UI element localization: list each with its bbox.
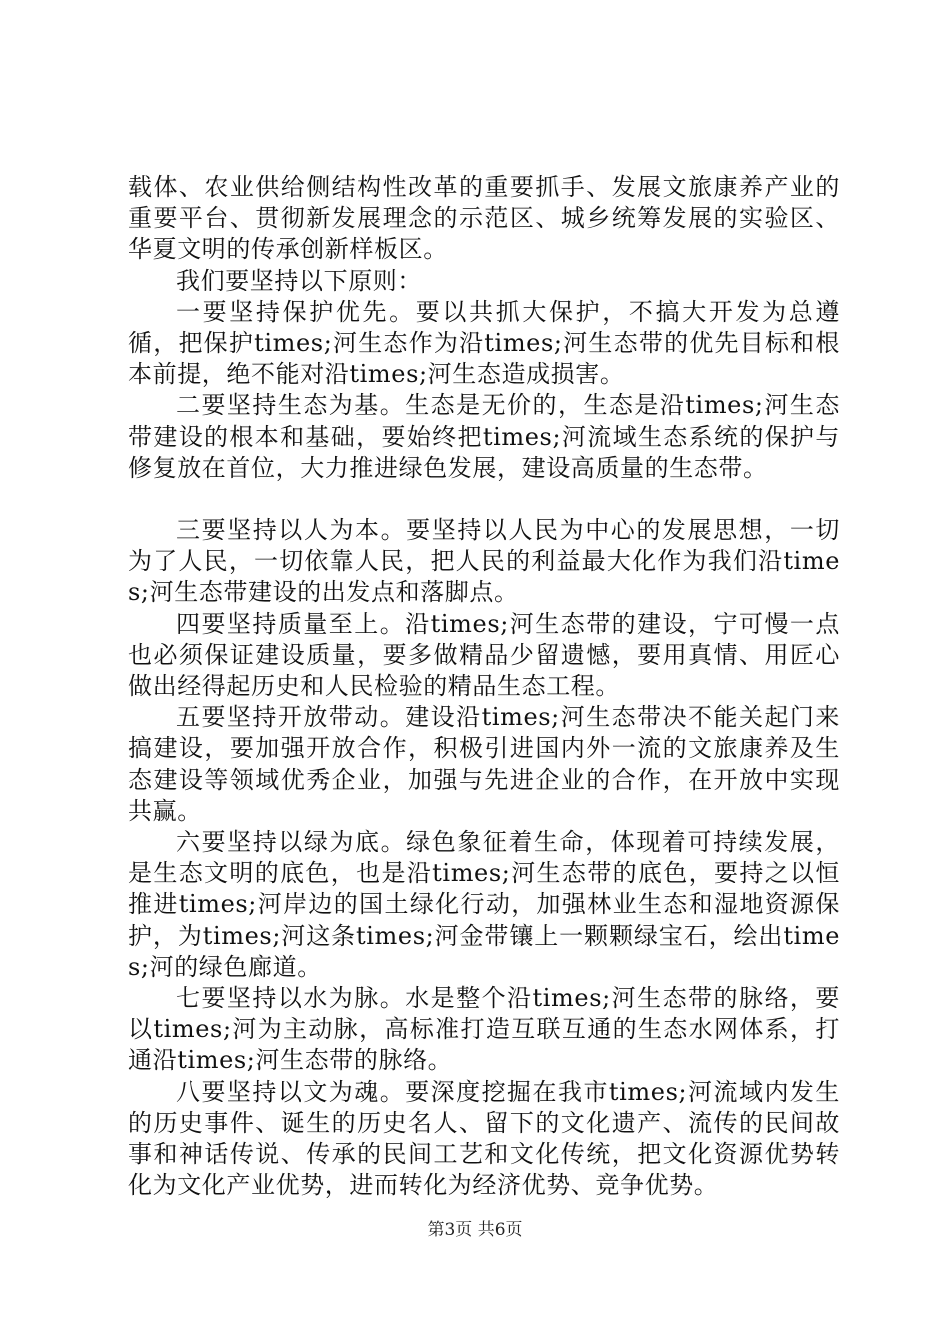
paragraph-carrier-summary: 载体、农业供给侧结构性改革的重要抓手、发展文旅康养产业的重要平台、贯彻新发展理念的示范区、城乡统筹发展的实验区、华夏文明的传承创新样板区。 (128, 173, 840, 264)
paragraph-principle-6: 六要坚持以绿为底。绿色象征着生命，体现着可持续发展，是生态文明的底色，也是沿times;河生态带的底色，要持之以恒推进times;河岸边的国土绿化行动，加强林业生态和湿地资源保护，为times;河这条times;河金带镶上一颗颗绿宝石，绘出times;河的绿色廊道。 (128, 828, 840, 981)
paragraph-principle-1: 一要坚持保护优先。要以共抓大保护，不搞大开发为总遵循，把保护times;河生态作为沿times;河生态带的优先目标和根本前提，绝不能对沿times;河生态造成损害。 (128, 297, 840, 389)
page-number-footer: 第3页 共6页 (427, 1220, 523, 1240)
paragraph-principle-5: 五要坚持开放带动。建设沿times;河生态带决不能关起门来搞建设，要加强开放合作，积极引进国内外一流的文旅康养及生态建设等领域优秀企业，加强与先进企业的合作，在开放中实现共赢。 (128, 703, 840, 825)
document-body (128, 172, 840, 1202)
paragraph-principles-intro: 我们要坚持以下原则： (176, 266, 422, 295)
paragraph-principle-4: 四要坚持质量至上。沿times;河生态带的建设，宁可慢一点也必须保证建设质量，要多做精品少留遗憾，要用真情、用匠心做出经得起历史和人民检验的精品生态工程。 (128, 609, 840, 701)
paragraph-principle-2: 二要坚持生态为基。生态是无价的，生态是沿times;河生态带建设的根本和基础，要始终把times;河流域生态系统的保护与修复放在首位，大力推进绿色发展，建设高质量的生态带。 (128, 391, 840, 482)
paragraph-principle-8: 八要坚持以文为魂。要深度挖掘在我市times;河流域内发生的历史事件、诞生的历史名人、留下的文化遗产、流传的民间故事和神话传说、传承的民间工艺和文化传统，把文化资源优势转化为文化产业优势，进而转化为经济优势、竞争优势。 (128, 1077, 840, 1200)
paragraph-principle-3: 三要坚持以人为本。要坚持以人民为中心的发展思想，一切为了人民，一切依靠人民，把人民的利益最大化作为我们沿times;河生态带建设的出发点和落脚点。 (128, 516, 840, 607)
paragraph-principle-7: 七要坚持以水为脉。水是整个沿times;河生态带的脉络，要以times;河为主动脉，高标准打造互联互通的生态水网体系，打通沿times;河生态带的脉络。 (128, 984, 840, 1075)
